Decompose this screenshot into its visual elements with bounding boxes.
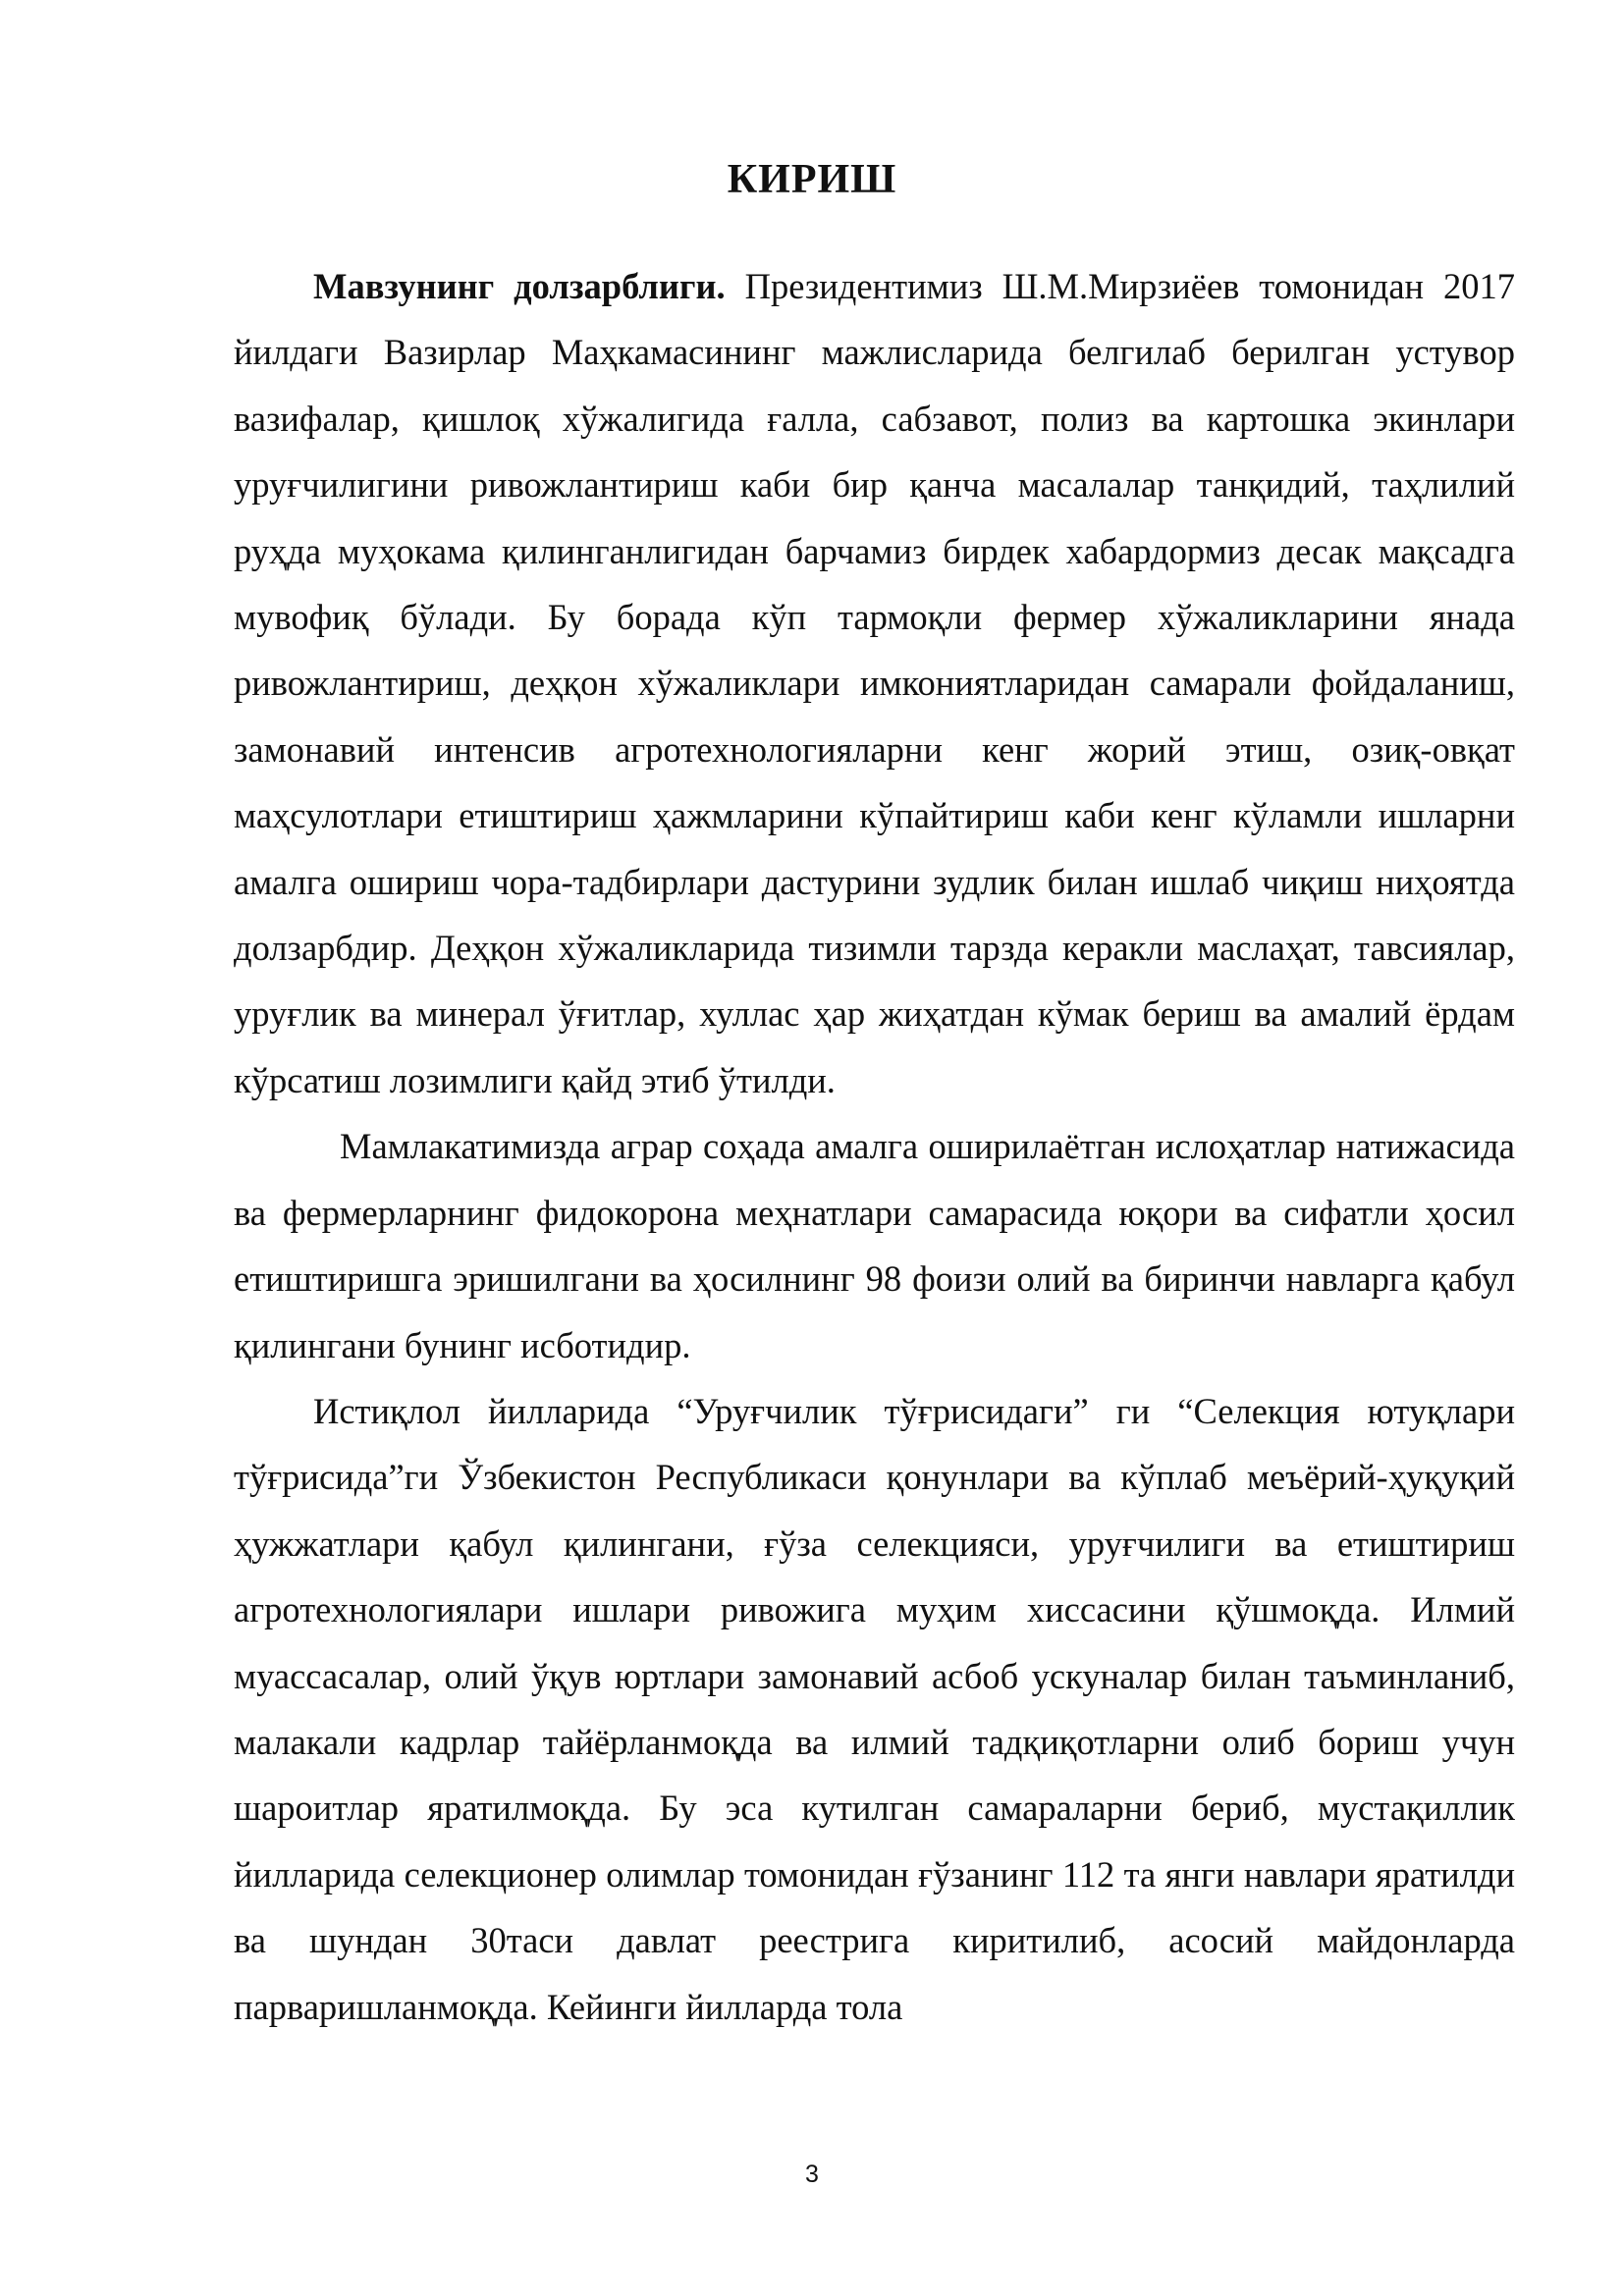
page-title: КИРИШ <box>727 157 897 202</box>
paragraph-lead: Мавзунинг долзарблиги. <box>313 266 726 306</box>
paragraph-text: Истиқлол йилларида “Уруғчилик тўғрисидаги” ги “Селекция ютуқлари тўғрисида”ги Ўзбекистон Республикаси қонунлари ва кўплаб меъёрий-ҳуқуқий ҳужжатлари қабул қилингани, ғўза селекцияси, уруғчилиги ва етиштириш агротехнологиялари ишлари ривожига муҳим хиссасини қўшмоқда. Илмий муассасалар, олий ўқув юртлари замонавий асбоб ускуналар билан таъминланиб, малакали кадрлар тайёрланмоқда ва илмий тадқиқотларни олиб бориш учун шароитлар яратилмоқда. Бу эса кутилган самараларни бериб, мустақиллик йилларида селекционер олимлар томонидан ғўзанинг 112 та янги навлари яратилди ва шундан 30таси давлат реестрига киритилиб, асосий майдонларда парваришланмоқда. Кейинги йилларда тола <box>234 1390 1515 2027</box>
body-text <box>234 253 1515 2040</box>
paragraph-relevance <box>234 253 1515 1113</box>
paragraph-independence <box>234 1378 1515 2040</box>
paragraph-text: Мамлакатимизда аграр соҳада амалга оширилаётган ислоҳатлар натижасида ва фермерларнинг фидокорона меҳнатлари самарасида юқори ва сифатли ҳосил етиштиришга эришилгани ва ҳосилнинг 98 фоизи олий ва биринчи навларга қабул қилингани бунинг исботидир. <box>234 1126 1515 1365</box>
paragraph-text: Президентимиз Ш.М.Мирзиёев томонидан 2017 йилдаги Вазирлар Маҳкамасининг мажлисларида белгилаб берилган устувор вазифалар, қишлоқ хўжалигида ғалла, сабзавот, полиз ва картошка экинлари уруғчилигини ривожлантириш каби бир қанча масалалар танқидий, таҳлилий руҳда муҳокама қилинганлигидан барчамиз бирдек хабардормиз десак мақсадга мувофиқ бўлади. Бу борада кўп тармоқли фермер хўжаликларини янада ривожлантириш, деҳқон хўжаликлари имкониятларидан самарали фойдаланиш, замонавий интенсив агротехнологияларни кенг жорий этиш, озиқ-овқат маҳсулотлари етиштириш ҳажмларини кўпайтириш каби кенг кўламли ишларни амалга ошириш чора-тадбирлари дастурини зудлик билан ишлаб чиқиш ниҳоятда долзарбдир. Деҳқон хўжаликларида тизимли тарзда керакли маслаҳат, тавсиялар, уруғлик ва минерал ўғитлар, хуллас ҳар жиҳатдан кўмак бериш ва амалий ёрдам кўрсатиш лозимлиги қайд этиб ўтилди. <box>234 266 1515 1100</box>
paragraph-reforms <box>234 1113 1515 1378</box>
page-number: 3 <box>805 2161 819 2188</box>
